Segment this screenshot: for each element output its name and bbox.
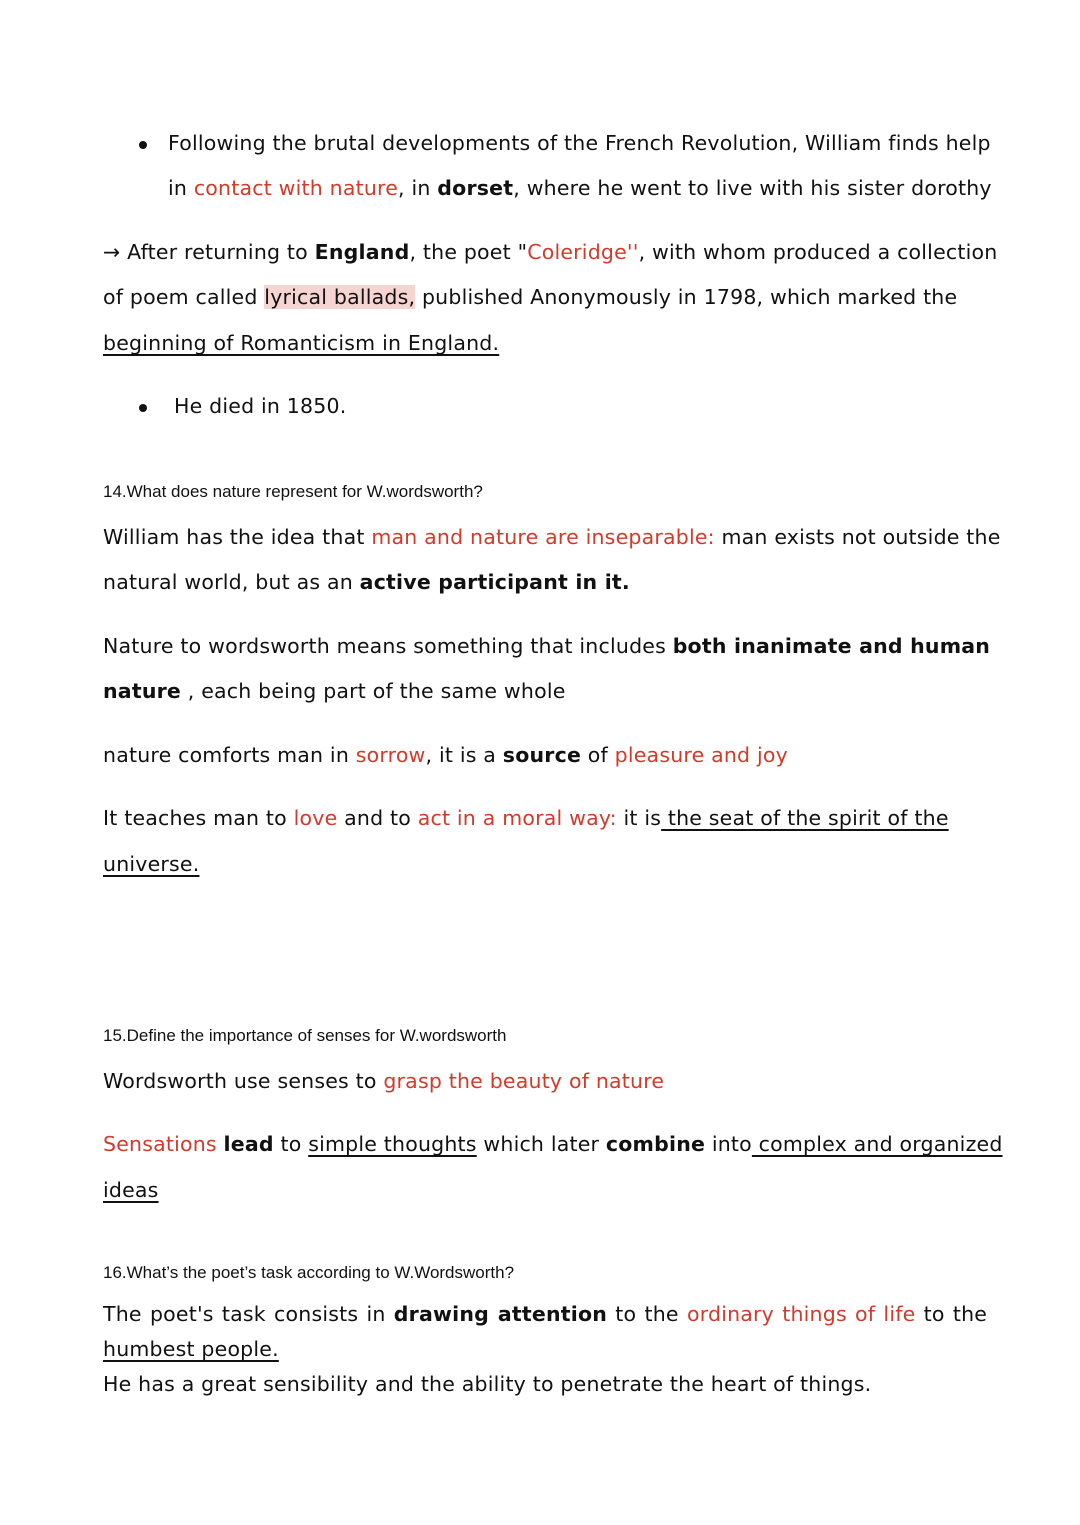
arrow-paragraph-line2: of poem called lyrical ballads, published Anonymously in 1798, which marked the bbox=[103, 285, 958, 309]
q14-answer2-line1: Nature to wordsworth means something that includes both inanimate and human bbox=[103, 634, 991, 658]
q16-answer1-line2: humbest people. bbox=[103, 1337, 279, 1361]
q14-answer3: nature comforts man in sorrow, it is a source of pleasure and joy bbox=[103, 743, 788, 767]
question-14: 14.What does nature represent for W.wordsworth? bbox=[103, 482, 483, 501]
q14-answer2-line2: nature , each being part of the same whole bbox=[103, 679, 566, 703]
arrow-paragraph-line3: beginning of Romanticism in England. bbox=[103, 331, 500, 355]
died-bullet: He died in 1850. bbox=[174, 394, 347, 418]
q15-answer1: Wordsworth use senses to grasp the beauty of nature bbox=[103, 1069, 665, 1093]
highlight-red: contact with nature bbox=[193, 176, 399, 200]
q14-answer4-line2: universe. bbox=[103, 852, 200, 876]
q16-answer2: He has a great sensibility and the ability to penetrate the heart of things. bbox=[103, 1372, 872, 1396]
question-16: 16.What’s the poet’s task according to W.Wordsworth? bbox=[103, 1263, 515, 1282]
bullet-icon bbox=[139, 141, 147, 149]
bullet-icon bbox=[139, 404, 147, 412]
highlighted-text: lyrical ballads, bbox=[264, 285, 416, 309]
bullet-paragraph-line1: Following the brutal developments of the French Revolution, William finds help bbox=[168, 131, 991, 155]
question-15: 15.Define the importance of senses for W.wordsworth bbox=[103, 1026, 507, 1045]
q14-answer1-line1: William has the idea that man and nature are inseparable: man exists not outside the bbox=[103, 525, 1001, 549]
q15-answer2-line1: Sensations lead to simple thoughts which later combine into complex and organized bbox=[103, 1132, 1003, 1156]
q15-answer2-line2: ideas bbox=[103, 1178, 159, 1202]
q16-answer1-line1: The poet's task consists in drawing attention to the ordinary things of life to the bbox=[103, 1302, 988, 1326]
q14-answer1-line2: natural world, but as an active participant in it. bbox=[103, 570, 630, 594]
q14-answer4-line1: It teaches man to love and to act in a moral way: it is the seat of the spirit of the bbox=[103, 806, 949, 830]
bold-text: dorset bbox=[437, 176, 514, 200]
bullet-paragraph-line2: in contact with nature, in dorset, where he went to live with his sister dorothy bbox=[168, 176, 992, 200]
arrow-paragraph-line1: → After returning to England, the poet "Coleridge'', with whom produced a collection bbox=[103, 240, 998, 264]
